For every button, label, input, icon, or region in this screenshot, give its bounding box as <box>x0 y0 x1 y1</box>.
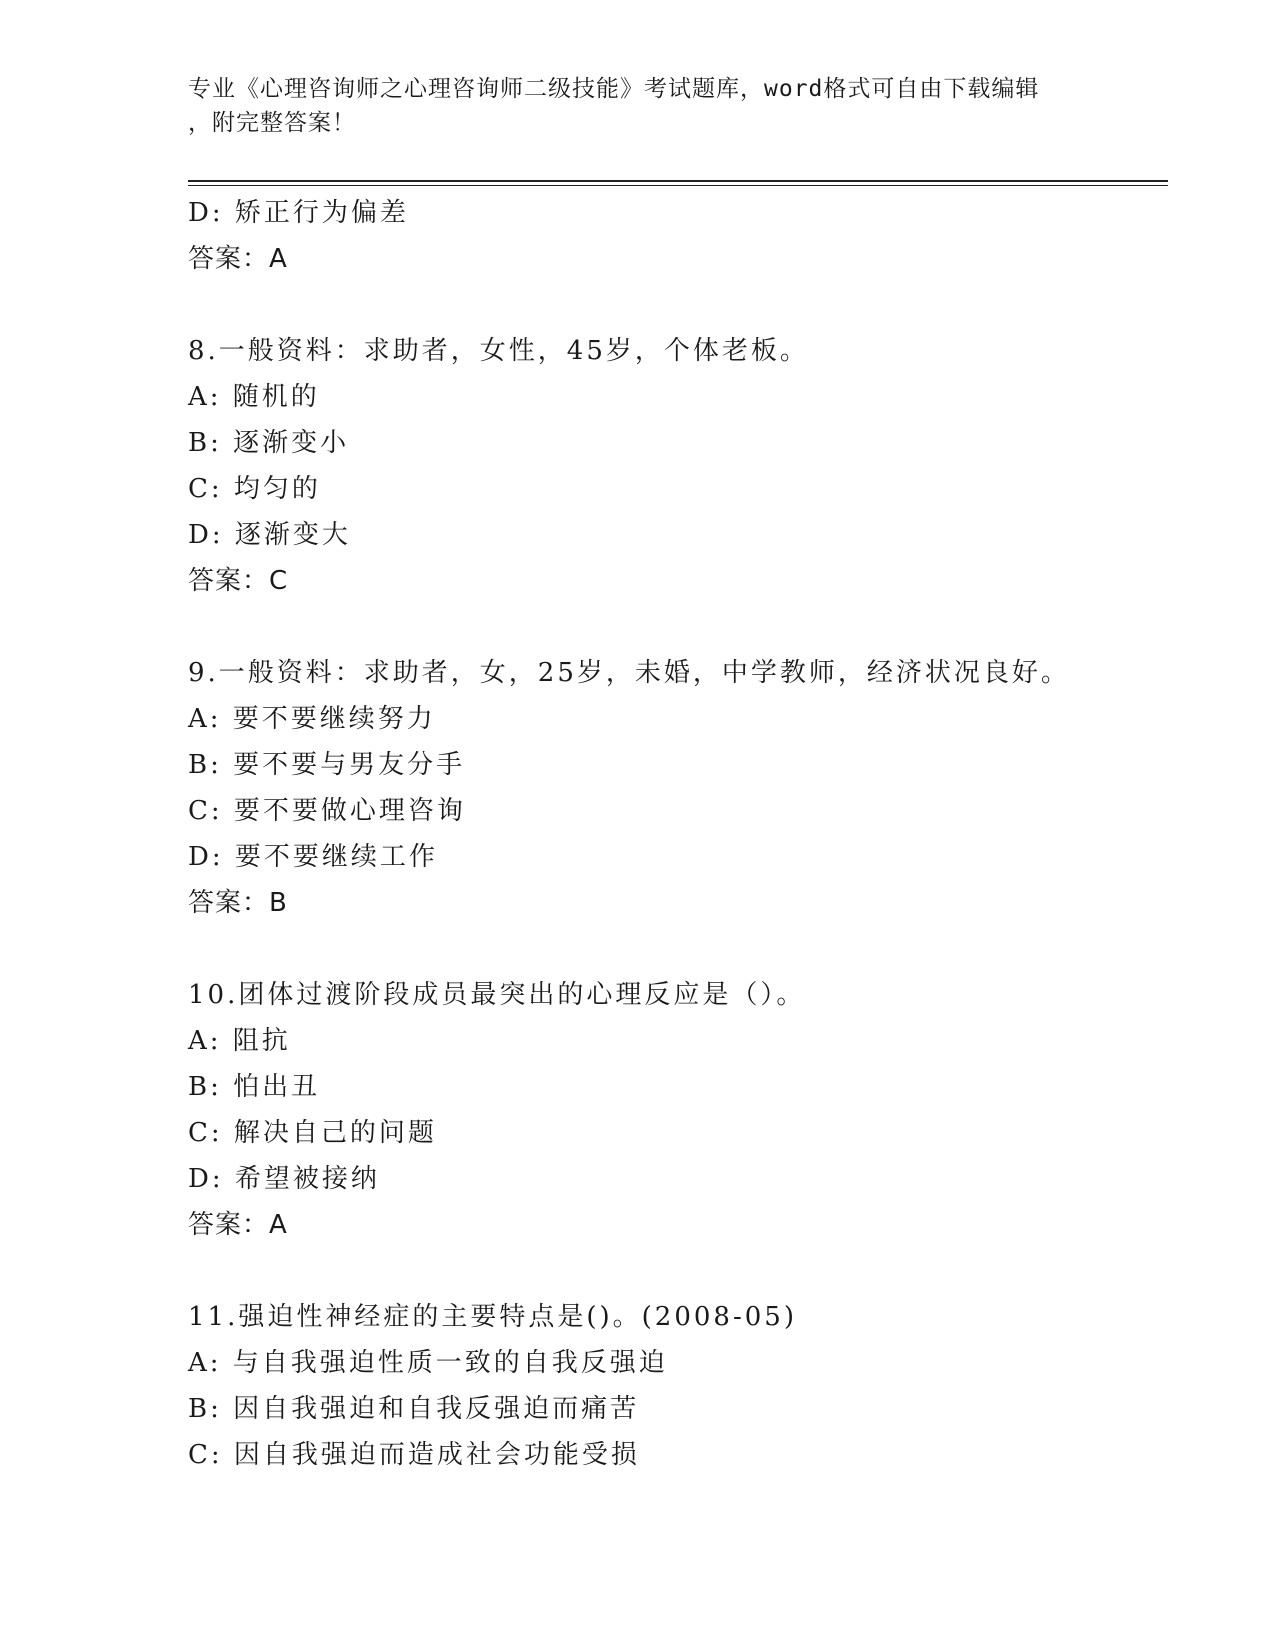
question-8-option-d: D: 逐渐变大 <box>188 520 351 550</box>
question-8-stem: 8.一般资料：求助者，女性，45岁，个体老板。 <box>188 336 809 366</box>
question-10-option-a: A: 阻抗 <box>188 1026 291 1056</box>
question-11-option-a: A: 与自我强迫性质一致的自我反强迫 <box>188 1348 668 1378</box>
header-divider-thin <box>188 185 1168 186</box>
question-10-stem: 10.团体过渡阶段成员最突出的心理反应是（）。 <box>188 980 806 1010</box>
question-10-option-d: D: 希望被接纳 <box>188 1164 380 1194</box>
question-11-option-b: B: 因自我强迫和自我反强迫而痛苦 <box>188 1394 640 1424</box>
question-9 <box>188 650 1188 926</box>
question-8-option-c: C: 均匀的 <box>188 474 321 504</box>
question-7-tail <box>188 190 1188 282</box>
question-7-answer: 答案：A <box>188 244 288 274</box>
spacer <box>188 282 1188 328</box>
question-10-answer: 答案：A <box>188 1210 288 1240</box>
question-11 <box>188 1294 1188 1478</box>
header-divider-thick <box>188 180 1168 182</box>
question-9-option-b: B: 要不要与男友分手 <box>188 750 466 780</box>
question-10-option-c: C: 解决自己的问题 <box>188 1118 437 1148</box>
question-9-option-c: C: 要不要做心理咨询 <box>188 796 466 826</box>
question-11-stem: 11.强迫性神经症的主要特点是()。(2008-05) <box>188 1302 797 1332</box>
question-8-answer: 答案：C <box>188 566 289 596</box>
header-title-line-1: 专业《心理咨询师之心理咨询师二级技能》考试题库，word格式可自由下载编辑 <box>188 76 1040 102</box>
spacer <box>188 604 1188 650</box>
header-title-line-2: ，附完整答案！ <box>188 110 356 136</box>
question-list <box>188 190 1188 1478</box>
question-11-option-c: C: 因自我强迫而造成社会功能受损 <box>188 1440 640 1470</box>
question-9-stem: 9.一般资料：求助者，女，25岁，未婚，中学教师，经济状况良好。 <box>188 658 1070 688</box>
question-10-option-b: B: 怕出丑 <box>188 1072 321 1102</box>
spacer <box>188 1248 1188 1294</box>
question-7-option-d: D: 矫正行为偏差 <box>188 198 409 228</box>
document-header <box>188 72 1088 140</box>
spacer <box>188 926 1188 972</box>
question-9-option-d: D: 要不要继续工作 <box>188 842 438 872</box>
question-8-option-a: A: 随机的 <box>188 382 320 412</box>
question-10 <box>188 972 1188 1248</box>
question-8-option-b: B: 逐渐变小 <box>188 428 350 458</box>
question-9-option-a: A: 要不要继续努力 <box>188 704 436 734</box>
question-8 <box>188 328 1188 604</box>
question-9-answer: 答案：B <box>188 888 288 918</box>
